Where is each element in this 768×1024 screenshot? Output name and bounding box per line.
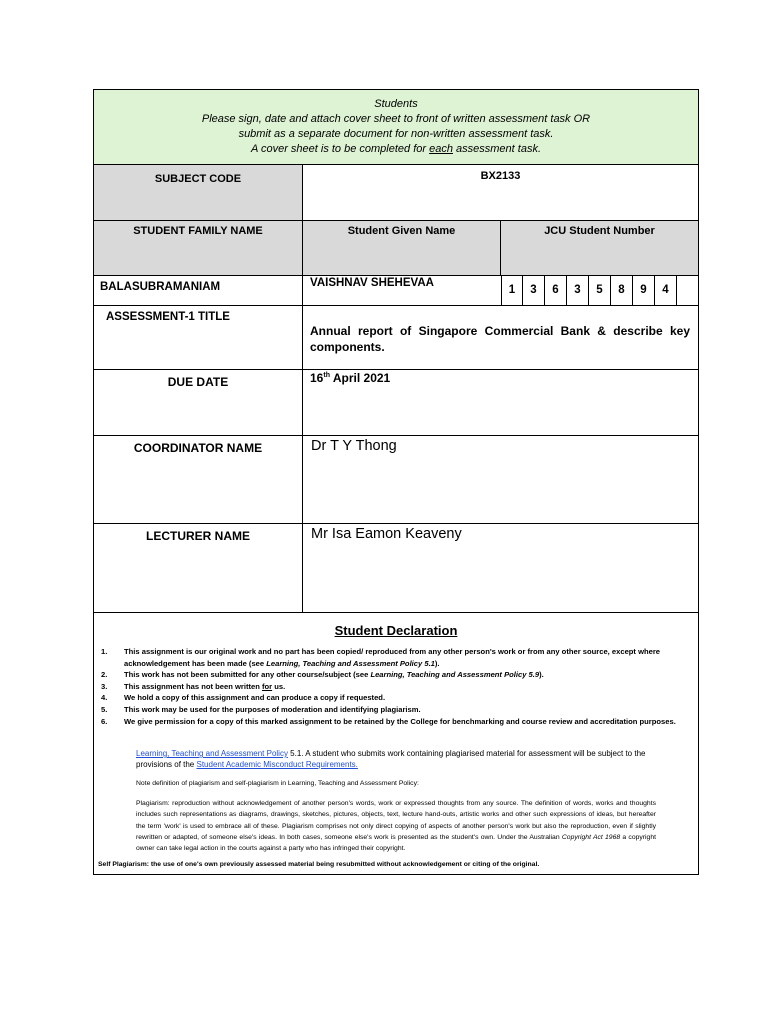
assessment-title-value: Annual report of Singapore Commercial Bank & describe key components. bbox=[310, 324, 690, 354]
family-name-value-cell bbox=[94, 276, 303, 306]
subject-code-label-cell bbox=[94, 165, 303, 221]
student-number-digit-empty bbox=[676, 276, 698, 305]
assessment-title-value-cell bbox=[303, 306, 698, 370]
due-date-value-cell bbox=[303, 370, 698, 436]
header-line-2: Please sign, date and attach cover sheet to front of written assessment task OR bbox=[201, 113, 591, 125]
student-number-digit: 5 bbox=[588, 276, 610, 305]
due-date-label: DUE DATE bbox=[167, 375, 229, 389]
subject-code-label: SUBJECT CODE bbox=[154, 173, 242, 185]
declaration-item: 2. This work has not been submitted for any other course/subject (see Learning, Teaching and Assessment Policy 5.9). bbox=[101, 670, 544, 680]
assessment-title-label: ASSESSMENT-1 TITLE bbox=[106, 311, 230, 323]
student-number-digits bbox=[501, 276, 698, 306]
student-number-digit: 9 bbox=[632, 276, 654, 305]
declaration-title: Student Declaration bbox=[334, 623, 458, 638]
declaration-item: 4. We hold a copy of this assignment and can produce a copy if requested. bbox=[101, 693, 386, 703]
coordinator-label: COORDINATOR NAME bbox=[133, 441, 263, 455]
cover-sheet bbox=[93, 89, 699, 875]
header-line-1: Students bbox=[374, 98, 418, 110]
misconduct-link[interactable]: Student Academic Misconduct Requirements. bbox=[196, 760, 358, 769]
due-date-value: 16th April 2021 bbox=[310, 371, 391, 385]
due-date-label-cell bbox=[94, 370, 303, 436]
student-number-digit: 8 bbox=[610, 276, 632, 305]
declaration-item: 1. This assignment is our original work and no part has been copied/ reproduced from any other person's work or from any other source, except where acknowledgement has been made (see Learning, Teaching and Assessment Policy 5.1). bbox=[101, 647, 661, 668]
student-number-label: JCU Student Number bbox=[544, 225, 655, 237]
header-line-4: A cover sheet is to be completed for each assessment task. bbox=[250, 143, 542, 155]
declaration-item: 5. This work may be used for the purposes of moderation and identifying plagiarism. bbox=[101, 704, 421, 714]
coordinator-value-cell bbox=[303, 436, 698, 524]
declaration-list bbox=[98, 646, 678, 727]
lecturer-value: Mr Isa Eamon Keaveny bbox=[311, 526, 462, 542]
self-plagiarism-definition: Self Plagiarism: the use of one's own previously assessed material being resubmitted without acknowledgement or citing of the original. bbox=[98, 861, 540, 868]
coordinator-label-cell bbox=[94, 436, 303, 524]
family-name-label-cell bbox=[94, 221, 303, 276]
policy-statement: Learning, Teaching and Assessment Policy 5.1. A student who submits work containing plagiarised material for assessment will be subject to the provisions of the Student Academic Misconduct Requirements. bbox=[136, 749, 646, 769]
declaration-item: 6. We give permission for a copy of this marked assignment to be retained by the College for benchmarking and course review and accreditation purposes. bbox=[101, 716, 676, 726]
student-number-digit: 3 bbox=[522, 276, 544, 305]
given-name-value-cell bbox=[303, 276, 501, 306]
instructions-header bbox=[94, 90, 698, 165]
family-name-value: BALASUBRAMANIAM bbox=[100, 281, 221, 293]
declaration-item: 3. This assignment has not been written for us. bbox=[101, 681, 286, 691]
student-number-label-cell bbox=[501, 221, 698, 276]
student-number-digit: 3 bbox=[566, 276, 588, 305]
header-line-3: submit as a separate document for non-written assessment task. bbox=[238, 128, 554, 140]
given-name-label: Student Given Name bbox=[347, 225, 456, 237]
assessment-title-label-cell bbox=[94, 306, 303, 370]
given-name-value: VAISHNAV SHEHEVAA bbox=[310, 277, 434, 289]
student-number-digit: 1 bbox=[501, 276, 522, 305]
lecturer-label-cell bbox=[94, 524, 303, 613]
policy-link[interactable]: Learning, Teaching and Assessment Policy bbox=[136, 749, 288, 758]
student-number-digit: 6 bbox=[544, 276, 566, 305]
subject-code-value-cell bbox=[303, 165, 698, 221]
family-name-label: STUDENT FAMILY NAME bbox=[133, 225, 263, 237]
subject-code-value: BX2133 bbox=[480, 170, 521, 182]
coordinator-value: Dr T Y Thong bbox=[311, 438, 397, 454]
given-name-label-cell bbox=[303, 221, 501, 276]
plagiarism-definition: Plagiarism: reproduction without acknowledgement of another person's words, work or expressed thoughts from any source. The definition of words, works and thoughts includes such representations as diagrams, drawings, sketches, pictures, objects, text, lecture hand-outs, artistic works and other such expressions of ideas, but hereafter the term 'work' is used to embrace all of these. Plagiarism comprises not only direct copying of aspects of another person's work but also the reproduction, even if slightly rewritten or adapted, of someone else's ideas. In both cases, someone else's work is presented as the student's own. Under the Australian Copyright Act 1968 a copyright owner can take legal action in the courts against a party who has infringed their copyright. bbox=[136, 800, 657, 853]
student-number-digit: 4 bbox=[654, 276, 676, 305]
lecturer-value-cell bbox=[303, 524, 698, 613]
lecturer-label: LECTURER NAME bbox=[146, 529, 250, 543]
plagiarism-note: Note definition of plagiarism and self-plagiarism in Learning, Teaching and Assessment Policy: bbox=[136, 780, 419, 787]
